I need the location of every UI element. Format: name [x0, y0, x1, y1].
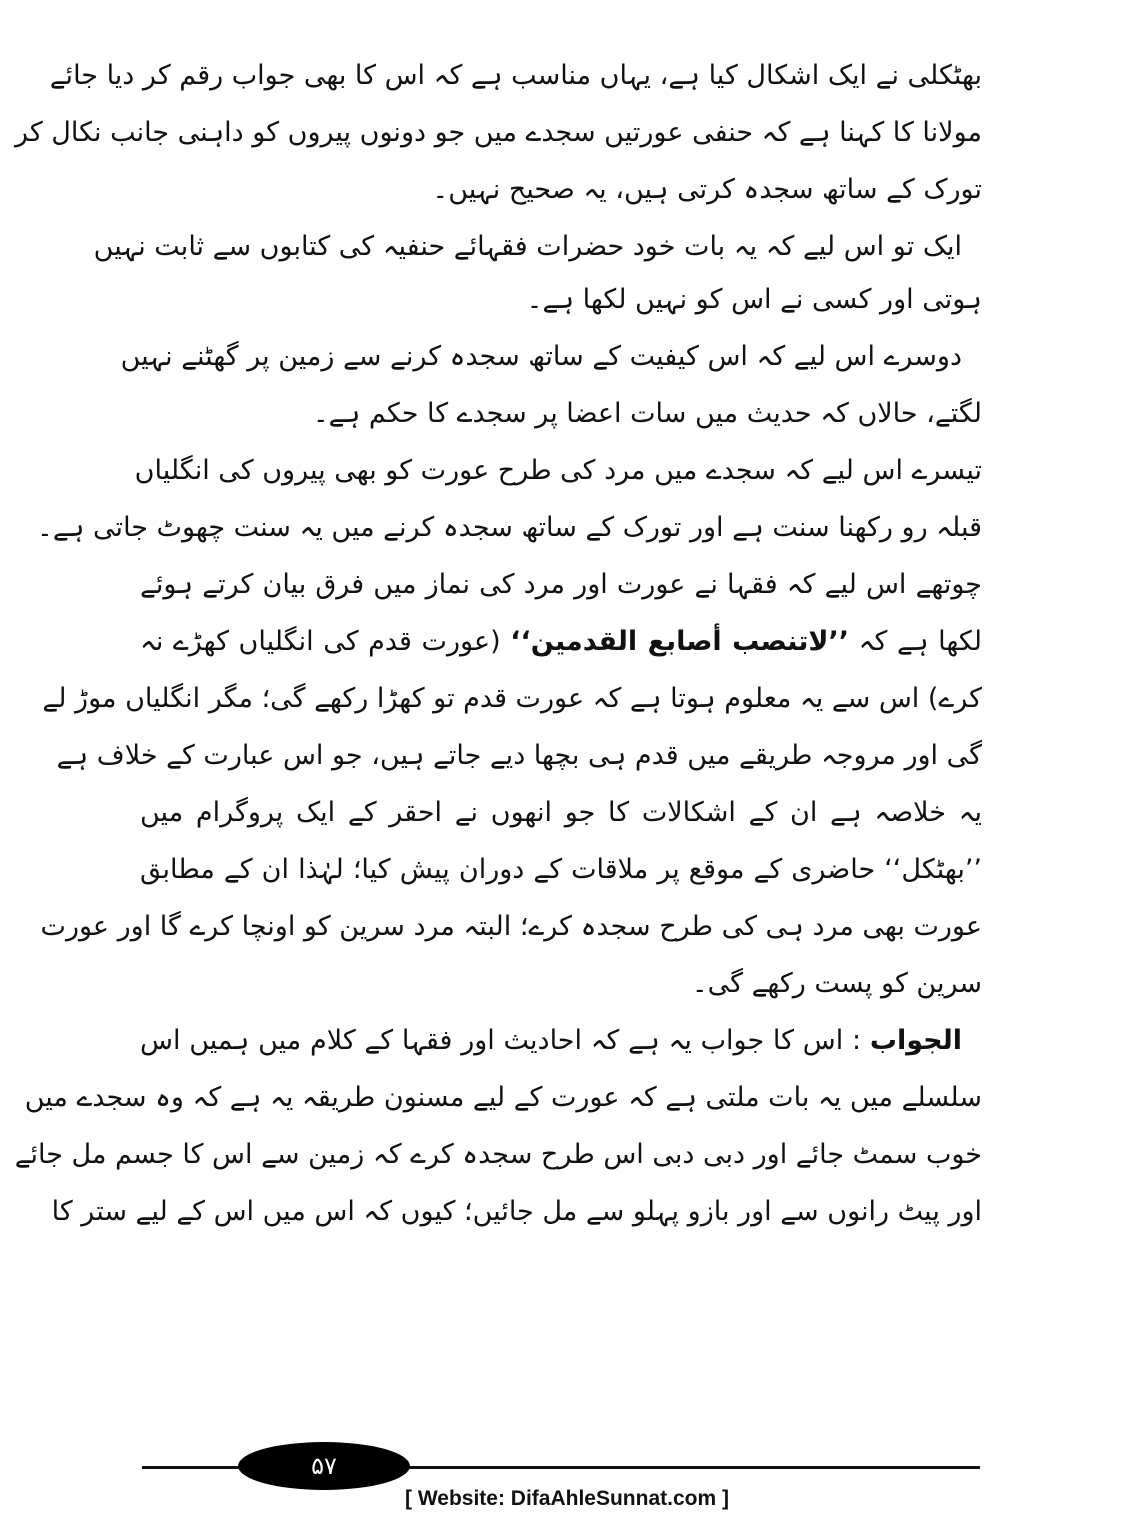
text-line: ’’بھٹکل‘‘ حاضری کے موقع پر ملاقات کے دوران پیش کیا؛ لہٰذا ان کے مطابق	[140, 854, 982, 885]
arabic-quote: ’’لاتنصب أصابع القدمين‘‘	[510, 626, 850, 657]
text-line: گی اور مروجہ طریقے میں قدم ہی بچھا دیے جاتے ہیں، جو اس عبارت کے خلاف ہے	[56, 740, 982, 771]
text-line: چوتھے اس لیے کہ فقہا نے عورت اور مرد کی نماز میں فرق بیان کرتے ہوئے	[140, 569, 982, 600]
text-line: سلسلے میں یہ بات ملتی ہے کہ عورت کے لیے مسنون طریقہ یہ ہے کہ وہ سجدے میں	[24, 1082, 982, 1113]
text-line: کرے) اس سے یہ معلوم ہوتا ہے کہ عورت قدم تو کھڑا رکھے گی؛ مگر انگلیاں موڑ لے	[42, 683, 982, 714]
text-line: لگتے، حالاں کہ حدیث میں سات اعضا پر سجدے کا حکم ہے۔	[312, 398, 982, 429]
text-line: عورت بھی مرد ہی کی طرح سجدہ کرے؛ البتہ مرد سرین کو اونچا کرے گا اور عورت	[40, 911, 982, 942]
text-line: یہ خلاصہ ہے ان کے اشکالات کا جو انھوں نے احقر کے ایک پروگرام میں	[140, 797, 982, 828]
text-line: مولانا کا کہنا ہے کہ حنفی عورتیں سجدے میں جو دونوں پیروں کو داہنی جانب نکال کر	[14, 117, 982, 148]
document-body	[14, 58, 982, 1251]
text-line: خوب سمٹ جائے اور دبی دبی اس طرح سجدہ کرے کہ زمین سے اس کا جسم مل جائے	[14, 1139, 982, 1170]
text-line: ہوتی اور کسی نے اس کو نہیں لکھا ہے۔	[526, 284, 982, 315]
text-line: قبلہ رو رکھنا سنت ہے اور تورک کے ساتھ سجدہ کرنے میں یہ سنت چھوٹ جاتی ہے۔	[37, 512, 982, 543]
answer-label: الجواب	[869, 1025, 962, 1056]
text-line: ایک تو اس لیے کہ یہ بات خود حضرات فقہائے حنفیہ کی کتابوں سے ثابت نہیں	[93, 231, 962, 262]
text-fragment: (عورت قدم کی انگلیاں کھڑے نہ	[140, 626, 501, 657]
text-fragment: : اس کا جواب یہ ہے کہ احادیث اور فقہا کے کلام میں ہمیں اس	[140, 1025, 862, 1056]
text-line: تیسرے اس لیے کہ سجدے میں مرد کی طرح عورت کو بھی پیروں کی انگلیاں	[134, 455, 982, 486]
text-line: سرین کو پست رکھے گی۔	[691, 968, 982, 999]
text-line: اور پیٹ رانوں سے اور بازو پہلو سے مل جائیں؛ کیوں کہ اس میں اس کے لیے ستر کا	[51, 1196, 982, 1227]
text-line: بھٹکلی نے ایک اشکال کیا ہے، یہاں مناسب ہے کہ اس کا بھی جواب رقم کر دیا جائے	[49, 60, 982, 91]
text-line: دوسرے اس لیے کہ اس کیفیت کے ساتھ سجدہ کرنے سے زمین پر گھٹنے نہیں	[120, 341, 962, 372]
text-fragment: لکھا ہے کہ	[858, 626, 982, 657]
text-line	[140, 624, 982, 681]
page-number: ۵۷	[238, 1442, 410, 1490]
website-footer: [ Website: DifaAhleSunnat.com ]	[405, 1487, 729, 1510]
text-line	[140, 1023, 982, 1080]
text-line: تورک کے ساتھ سجدہ کرتی ہیں، یہ صحیح نہیں۔	[432, 174, 982, 205]
